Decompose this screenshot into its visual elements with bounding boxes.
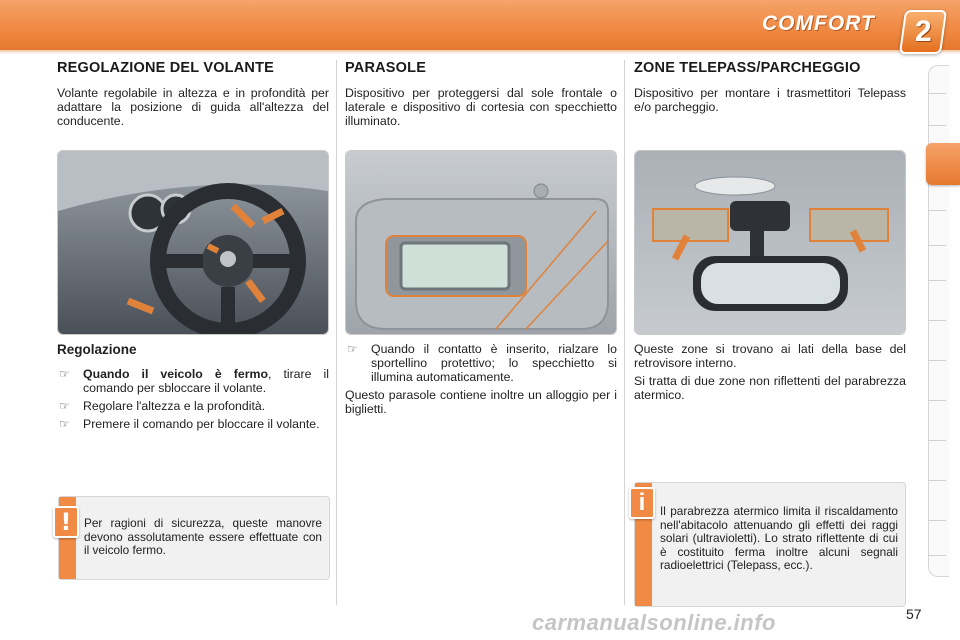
page-number: 57 (906, 606, 922, 622)
warning-text: Per ragioni di sicurezza, queste manovre devono assolutamente essere effettuate con il veicolo fermo. (84, 516, 322, 557)
adjustment-steps (57, 367, 329, 431)
chapter-number: 2 (914, 15, 932, 48)
steering-wheel-section (57, 60, 329, 132)
sun-visor-steps (345, 342, 617, 384)
sun-visor-note: Questo parasole contiene inoltre un alloggio per i biglietti. (345, 388, 617, 416)
info-box (634, 482, 906, 607)
sun-visor-section (345, 60, 617, 132)
step-text: , tirare il comando per sbloccare il volante. (83, 367, 329, 395)
section-heading: PARASOLE (345, 60, 427, 76)
watermark: carmanualsonline.info (532, 610, 776, 635)
tab-divider (928, 440, 946, 441)
step-text: Regolare l'altezza e la profondità. (83, 399, 266, 413)
list-item (57, 417, 329, 431)
tab-active-chapter[interactable] (926, 143, 960, 185)
tab-divider (928, 280, 946, 281)
sun-visor-notes (345, 342, 617, 420)
step-text: Quando il contatto è inserito, rialzare lo sportellino protettivo; lo specchietto si illumina automaticamente. (371, 342, 617, 384)
list-item (57, 367, 329, 395)
telepass-location: Queste zone si trovano ai lati della base del retrovisore interno. (634, 342, 906, 370)
section-intro: Volante regolabile in altezza e in profondità per adattare la posizione di guida all'altezza del conducente. (57, 86, 329, 128)
tab-rail (928, 65, 949, 577)
section-heading: REGOLAZIONE DEL VOLANTE (57, 60, 275, 76)
list-item (345, 342, 617, 384)
chapter-tabs (928, 65, 960, 575)
warning-box (58, 496, 330, 580)
chapter-number-badge (899, 10, 947, 54)
tab-divider (928, 93, 946, 94)
column-divider (336, 60, 337, 605)
telepass-notes (634, 342, 906, 406)
warning-icon: ! (53, 506, 79, 538)
column-divider (624, 60, 625, 605)
tab-divider (928, 125, 946, 126)
tab-divider (928, 210, 946, 211)
pointing-hand-icon: ☞ (59, 417, 70, 431)
section-intro: Dispositivo per montare i trasmettitori Telepass e/o parcheggio. (634, 86, 906, 114)
step-emphasis: Quando il veicolo è fermo (83, 367, 268, 381)
pointing-hand-icon: ☞ (59, 399, 70, 413)
chapter-title: COMFORT (762, 12, 875, 35)
tab-divider (928, 245, 946, 246)
tab-divider (928, 320, 946, 321)
section-heading: ZONE TELEPASS/PARCHEGGIO (634, 60, 861, 76)
tab-divider (928, 520, 946, 521)
pointing-hand-icon: ☞ (347, 342, 358, 356)
adjustment-section (57, 342, 329, 435)
pointing-hand-icon: ☞ (59, 367, 70, 381)
section-intro: Dispositivo per proteggersi dal sole frontale o laterale e dispositivo di cortesia con specchietto illuminato. (345, 86, 617, 128)
list-item (57, 399, 329, 413)
tab-divider (928, 400, 946, 401)
sun-visor-photo (345, 150, 617, 335)
tab-divider (928, 555, 946, 556)
step-text: Premere il comando per bloccare il volante. (83, 417, 320, 431)
tab-divider (928, 360, 946, 361)
telepass-section (634, 60, 906, 118)
info-text: Il parabrezza atermico limita il riscaldamento nell'abitacolo attenuando gli effetti dei raggi solari (ultravioletti). Lo strato riflettente di cui è costituito ferma inoltre alcuni segnali radioelettrici (Telepass, ecc.). (660, 504, 898, 572)
rear-view-mirror-photo (634, 150, 906, 335)
info-icon: i (629, 487, 655, 519)
steering-wheel-photo (57, 150, 329, 335)
adjustment-subheading: Regolazione (57, 342, 137, 357)
telepass-zones: Si tratta di due zone non riflettenti del parabrezza atermico. (634, 374, 906, 402)
tab-divider (928, 480, 946, 481)
